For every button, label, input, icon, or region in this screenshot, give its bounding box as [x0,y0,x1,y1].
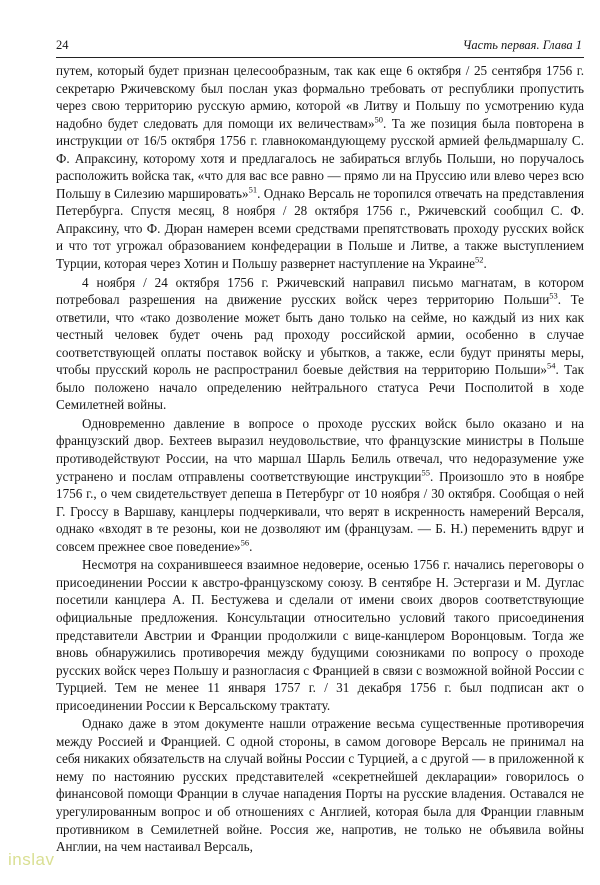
page-header [56,38,582,56]
text-run: . [483,256,487,272]
text-run: . [249,538,253,554]
paragraph [56,556,584,714]
footnote-ref: 54 [547,360,556,371]
text-run: Несмотря на сохранившееся взаимное недоверие, осенью 1756 г. начались переговоры о присоединении России к австро-французскому союзу. В сентябре Н. Эстергази и М. Дуглас посетили канцлера А. П. Бестужева и сделали от имени своих дворов соответствующие официальные предложения. Консультации относительно условий такого присоединения представители Австрии и Франции продолжили с вице-канцлером Воронцовым. Тогда же вновь обнаружились противоречия между будущими союзниками по вопросу о проходе русских войск через Польшу и разногласия с Францией в связи с возможной войной России с Турцией. Тем не менее 11 января 1757 г. / 31 декабря 1756 г. был подписан акт о присоединении России к Версальскому трактату. [56,557,584,713]
text-run: . Та же позиция была повторена в инструкции от 16/5 октября 1756 г. главнокомандующему русской армией фельдмаршалу С. Ф. Апраксину, которому хотя и предлагалось не забираться вглубь Польши, но поручалось расположить войска так, «что для вас все равно — прямо ли на Пруссию или влево через всю Польшу в Силезию маршировать» [56,115,584,201]
page-number: 24 [56,38,69,52]
text-run: путем, который будет признан целесообразным, так как еще 6 октября / 25 сентября 1756 г. секретарю Ржичевскому был послан указ формально требовать от республики пропустить через свою территорию русскую армию, которой «в Литву и Польшу по усмотрению куда надобно будет следовать для помощи их величествам» [56,63,584,131]
footnote-ref: 53 [549,290,558,301]
text-run: . Произошло это в ноябре 1756 г., о чем свидетельствует депеша в Петербург от 10 ноября / 30 октября. Сообщая о ней Г. Гроссу в Варшаву, канцлеры подчеркивали, что верят в искренность намерений Версаля, однако «входят в те резоны, кои не дозволяют им (французам. — Б. Н.) переменить вдруг и совсем прежнее свое поведение» [56,468,584,554]
footnote-ref: 51 [248,184,258,195]
paragraph [56,62,584,273]
watermark: inslav [8,850,55,869]
footnote-ref: 56 [240,537,250,548]
text-run: . Однако Версаль не торопился отвечать на представления Петербурга. Спустя месяц, 8 ноября / 28 октября 1756 г., Ржичевский сообщил С. Ф. Апраксину, что Ф. Дюран намерен всеми средствами препятствовать проходу русских войск и что тот угрожал образованием конфедерации в Польше и Литве, а также выступлением Турции, которая через Хотин и Польшу развернет наступление на Украине [56,185,584,272]
text-run: 4 ноября / 24 октября 1756 г. Ржичевский направил письмо магнатам, в котором потребовал разрешения на движение русских войск через территорию Польши [56,274,584,308]
paragraph [56,715,584,855]
text-run: Однако даже в этом документе нашли отражение весьма существенные противоречия между Россией и Францией. С одной стороны, в самом договоре Версаль не принимал на себя никаких обязательств на случай войны России с Турцией, а с другой — в приложенной к нему по настоянию русских представителей «секретнейшей декларации» говорилось о финансовой помощи Франции в случае нападения Порты на русские владения. Оставался не урегулированным вопрос и об отношениях с Англией, которая была для Франции главным противником в Семилетней войне. Россия же, напротив, не только не объявила войны Англии, на чем настаивал Версаль, [56,716,584,855]
paragraph [56,274,584,414]
header-rule [56,57,584,58]
body-text [56,62,584,857]
running-title: Часть первая. Глава 1 [462,38,582,52]
footnote-ref: 55 [421,467,430,478]
footnote-ref: 50 [374,114,384,125]
paragraph [56,415,584,555]
text-run: . Те ответили, что «тако дозволение может быть дано только на сейме, но каждый из них как честный человек будет очень рад проходу российской армии, особенно в случае соответствующей оплаты поставок войску и убытков, а также, если будут приняты меры, чтобы прусский король не распространил боевые действия на территорию Польши» [56,292,584,378]
text-run: Одновременно давление в вопросе о проходе русских войск было оказано и на французский двор. Бехтеев выразил неудовольствие, что французские министры в Польше противодействуют России, на что маршал Шарль Белиль отвечал, что недоразумение уже устранено и послам отправлены соответствующие инструкции [56,415,584,484]
text-run: . Так было положено начало определению нейтрального статуса Речи Посполитой в ходе Семилетней войны. [56,362,584,413]
footnote-ref: 52 [474,254,484,265]
